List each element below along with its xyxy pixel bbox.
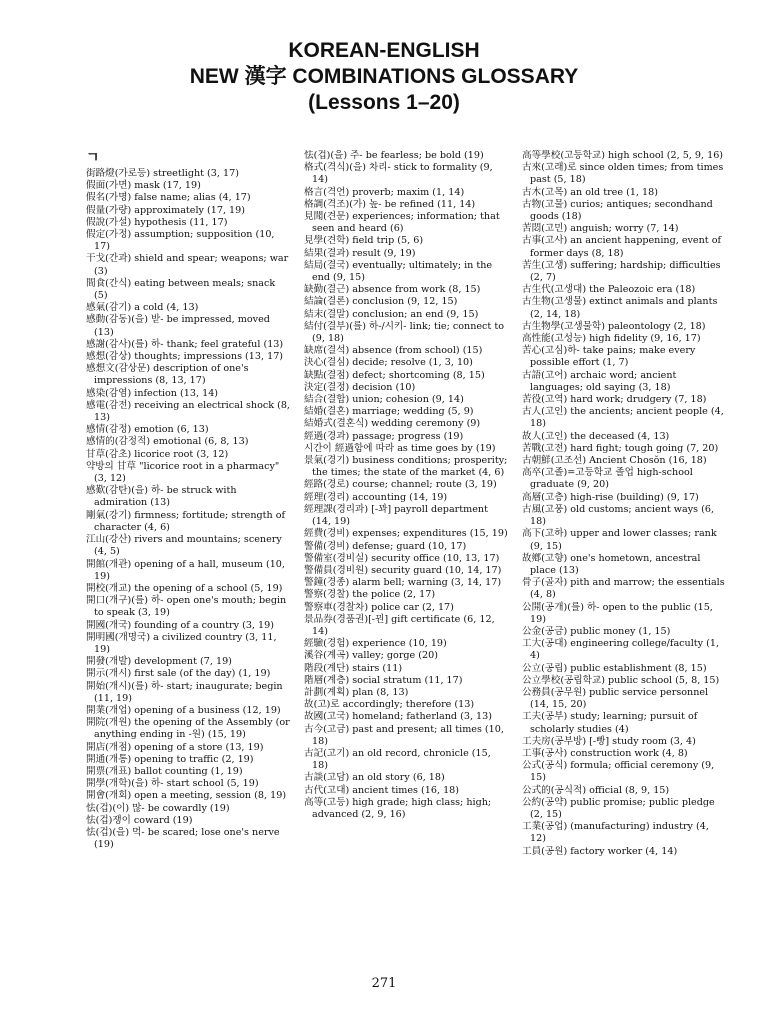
glossary-entry: 苦戰(고전) hard fight; tough going (7, 20) — [522, 442, 719, 454]
page-title — [0, 38, 768, 116]
glossary-entry: 怯(겁)쟁이 coward (19) — [86, 814, 193, 826]
glossary-entry: 經費(경비) expenses; expenditures (15, 19) — [304, 528, 508, 540]
glossary-entry: 公開(공개)(를) 하- open to the public (15, 19) — [522, 601, 713, 625]
glossary-entry: 古語(고어) archaic word; ancient languages; old saying (3, 18) — [522, 369, 677, 393]
glossary-column-2 — [304, 150, 508, 970]
glossary-entry: 苦生(고생) suffering; hardship; difficulties (2, 7) — [522, 259, 721, 284]
glossary-entry: 開學(개학)(을) 하- start school (5, 19) — [86, 778, 259, 790]
glossary-entry: 感情(감정) emotion (6, 13) — [86, 424, 209, 436]
glossary-entry: 苦役(고역) hard work; drudgery (7, 18) — [522, 394, 707, 406]
glossary-entry: 시간이 經過함에 따라 as time goes by (19) — [304, 442, 496, 454]
glossary-entry: 開業(개업) opening of a business (12, 19) — [86, 704, 281, 716]
glossary-entry: 公約(공약) public promise; public pledge (2, 15) — [522, 796, 715, 820]
glossary-entry: 公務員(공무원) public service personnel (14, 15, 20) — [522, 686, 709, 711]
glossary-entry: 開示(개시) first sale (of the day) (1, 19) — [86, 668, 271, 680]
glossary-entry: 經路(경로) course; channel; route (3, 19) — [304, 479, 497, 491]
glossary-entry: 警鐘(경종) alarm bell; warning (3, 14, 17) — [304, 577, 502, 589]
glossary-entry: 感動(감동)(을) 받- be impressed, moved (13) — [86, 314, 270, 338]
glossary-entry: 缺點(결점) defect; shortcoming (8, 15) — [304, 369, 485, 381]
glossary-entry: 高卒(고졸)=고등학교 졸업 high-school graduate (9, 20) — [522, 467, 693, 491]
glossary-entry: 感謝(감사)(를) 하- thank; feel grateful (13) — [86, 338, 284, 350]
glossary-entry: 開通(개통) opening to traffic (2, 19) — [86, 753, 254, 765]
glossary-entry: 結婚式(결혼식) wedding ceremony (9) — [304, 418, 481, 430]
glossary-entry: 階層(계층) social stratum (11, 17) — [304, 674, 463, 686]
glossary-entry: 結局(결국) eventually; ultimately; in the end (9, 15) — [304, 259, 493, 284]
glossary-entry: 古生物學(고생물학) paleontology (2, 18) — [522, 320, 706, 332]
glossary-entry: 缺勤(결근) absence from work (8, 15) — [304, 284, 481, 296]
glossary-entry: 開口(개구)(를) 하- open one's mouth; begin to speak (3, 19) — [86, 595, 287, 619]
glossary-entry: 古生代(고생대) the Paleozoic era (18) — [522, 284, 696, 296]
glossary-entry: 高下(고하) upper and lower classes; rank (9, 15) — [522, 528, 717, 552]
glossary-entry: 公式的(공식적) official (8, 9, 15) — [522, 784, 670, 796]
glossary-entry: 經過(경과) passage; progress (19) — [304, 430, 464, 442]
glossary-entry: 開明國(개명국) a civilized country (3, 11, 19) — [86, 631, 277, 655]
glossary-column-3 — [522, 150, 726, 970]
glossary-entry: 干戈(간과) shield and spear; weapons; war (3) — [86, 253, 289, 277]
glossary-entry: 警察車(경찰차) police car (2, 17) — [304, 601, 454, 613]
glossary-entry: 感歎(감탄)(을) 하- be struck with admiration (13) — [86, 485, 237, 509]
glossary-entry: 古記(고기) an old record, chronicle (15, 18) — [304, 747, 491, 772]
glossary-entry: 高等(고등) high grade; high class; high; advanced (2, 9, 16) — [304, 796, 492, 820]
title-line-1: KOREAN-ENGLISH — [288, 39, 480, 62]
glossary-entry: 開校(개교) the opening of a school (5, 19) — [86, 582, 283, 594]
glossary-entry: 公立學校(공립학교) public school (5, 8, 15) — [522, 674, 720, 686]
glossary-entry: 感電(감전) receiving an electrical shock (8, 13) — [86, 399, 290, 424]
glossary-entry: 江山(강산) rivers and mountains; scenery (4, 5) — [86, 534, 282, 558]
glossary-entry: 工夫(공부) study; learning; pursuit of scholarly studies (4) — [522, 711, 698, 735]
glossary-columns — [86, 150, 726, 970]
glossary-column-1 — [86, 150, 290, 970]
glossary-entry: 假量(가량) approximately (17, 19) — [86, 204, 245, 216]
glossary-entry: 故國(고국) homeland; fatherland (3, 13) — [304, 711, 492, 723]
glossary-entry: 經驗(경험) experience (10, 19) — [304, 638, 447, 650]
glossary-entry: 약방의 甘草 "licorice root in a pharmacy" (3, 12) — [86, 460, 280, 485]
glossary-entry: 見學(견학) field trip (5, 6) — [304, 235, 424, 247]
glossary-entry: 警察(경찰) the police (2, 17) — [304, 589, 436, 601]
glossary-entry: 結末(결말) conclusion; an end (9, 15) — [304, 308, 479, 320]
glossary-entry: 公金(공금) public money (1, 15) — [522, 625, 671, 637]
glossary-entry: 骨子(골자) pith and marrow; the essentials (4, 8) — [522, 577, 725, 601]
glossary-entry: 開店(개점) opening of a store (13, 19) — [86, 741, 264, 753]
glossary-entry: 決定(결정) decision (10) — [304, 381, 416, 393]
glossary-entry: 古木(고목) an old tree (1, 18) — [522, 186, 658, 198]
glossary-entry: 高層(고층) high-rise (building) (9, 17) — [522, 491, 699, 503]
title-line-2: NEW 漢字 COMBINATIONS GLOSSARY — [189, 65, 579, 88]
glossary-entry: 剛氣(강기) firmness; fortitude; strength of character (4, 6) — [86, 509, 286, 533]
page-number: 271 — [371, 976, 397, 991]
glossary-entry: 古談(고담) an old story (6, 18) — [304, 772, 445, 784]
glossary-entry: 故人(고인) the deceased (4, 13) — [522, 430, 670, 442]
glossary-entry: 古今(고금) past and present; all times (10, 18) — [304, 723, 504, 747]
glossary-entry: 警備員(경비원) security guard (10, 14, 17) — [304, 564, 502, 576]
glossary-entry: 古代(고대) ancient times (16, 18) — [304, 784, 460, 796]
glossary-entry: 景氣(경기) business conditions; prosperity; the times; the state of the market (4, 6) — [304, 455, 508, 479]
glossary-entry: 感染(감염) infection (13, 14) — [86, 387, 219, 399]
glossary-entry: 結付(결부)(를) 하-/시키- link; tie; connect to (9, 18) — [304, 320, 504, 345]
glossary-entry: 古朝鮮(고조선) Ancient Chosŏn (16, 18) — [522, 455, 707, 467]
glossary-entry: 故鄕(고향) one's hometown, ancestral place (13) — [522, 552, 701, 576]
glossary-entry: 古物(고물) curios; antiques; secondhand goods (18) — [522, 198, 713, 223]
glossary-entry: 怯(겁)(이) 많- be cowardly (19) — [86, 802, 230, 814]
glossary-entry: 經理課(경리과) [-꽈] payroll department (14, 19) — [304, 503, 488, 528]
title-line-3: (Lessons 1–20) — [308, 91, 460, 114]
glossary-entry: 感氣(감기) a cold (4, 13) — [86, 302, 199, 314]
glossary-entry: 怯(겁)(을) 주- be fearless; be bold (19) — [304, 150, 484, 161]
glossary-entry: 故(고)로 accordingly; therefore (13) — [304, 699, 475, 711]
glossary-entry: 結論(결론) conclusion (9, 12, 15) — [304, 296, 458, 308]
glossary-entry: 開發(개발) development (7, 19) — [86, 656, 232, 668]
glossary-entry: 假說(가설) hypothesis (11, 17) — [86, 216, 228, 228]
glossary-entry: 格言(격언) proverb; maxim (1, 14) — [304, 186, 465, 198]
glossary-entry: 開國(개국) founding of a country (3, 19) — [86, 619, 274, 631]
glossary-entry: 結果(결과) result (9, 19) — [304, 247, 416, 259]
glossary-entry: 感想文(감상문) description of one's impressions (8, 13, 17) — [86, 363, 249, 387]
glossary-entry: 工事(공사) construction work (4, 8) — [522, 747, 688, 759]
glossary-entry: 結婚(결혼) marriage; wedding (5, 9) — [304, 406, 474, 418]
glossary-entry: 開館(개관) opening of a hall, museum (10, 19) — [86, 558, 285, 582]
glossary-entry: 開會(개회) open a meeting, session (8, 19) — [86, 790, 287, 802]
glossary-entry: 間食(간식) eating between meals; snack (5) — [86, 277, 276, 302]
glossary-entry: 缺席(결석) absence (from school) (15) — [304, 345, 483, 357]
glossary-entry: 怯(겁)(을) 먹- be scared; lose one's nerve (19) — [86, 826, 280, 851]
glossary-entry: 古人(고인) the ancients; ancient people (4, 18) — [522, 406, 724, 430]
glossary-entry: 感情的(감정적) emotional (6, 8, 13) — [86, 436, 249, 448]
glossary-entry: 工員(공원) factory worker (4, 14) — [522, 845, 678, 857]
glossary-entry: 經理(경리) accounting (14, 19) — [304, 491, 448, 503]
glossary-entry: 古風(고풍) old customs; ancient ways (6, 18) — [522, 503, 715, 528]
glossary-entry: 開票(개표) ballot counting (1, 19) — [86, 765, 243, 777]
glossary-entry: 古事(고사) an ancient happening, event of former days (8, 18) — [522, 235, 722, 259]
glossary-entry: 結合(결합) union; cohesion (9, 14) — [304, 394, 464, 406]
glossary-entry: 警備(경비) defense; guard (10, 17) — [304, 540, 467, 552]
glossary-entry: 假定(가정) assumption; supposition (10, 17) — [86, 229, 275, 253]
glossary-entry: 工夫房(공부방) [-빵] study room (3, 4) — [522, 735, 696, 747]
glossary-entry: 苦心(고심)하- take pains; make every possible effort (1, 7) — [522, 345, 696, 369]
glossary-entry: 開始(개시)(를) 하- start; inaugurate; begin (11, 19) — [86, 680, 283, 704]
glossary-entry: 工業(공업) (manufacturing) industry (4, 12) — [522, 821, 709, 845]
glossary-entry: 警備室(경비실) security office (10, 13, 17) — [304, 552, 500, 564]
glossary-entry: 感想(감상) thoughts; impressions (13, 17) — [86, 351, 284, 363]
glossary-entry: 計劃(계획) plan (8, 13) — [304, 686, 409, 698]
glossary-entry: 高性能(고성능) high fidelity (9, 16, 17) — [522, 333, 701, 345]
glossary-entry: 格調(격조)(가) 높- be refined (11, 14) — [304, 198, 476, 210]
glossary-entry: 假名(가명) false name; alias (4, 17) — [86, 192, 251, 204]
glossary-entry: 工大(공대) engineering college/faculty (1, 4) — [522, 638, 720, 662]
section-letter: ㄱ — [86, 150, 100, 166]
glossary-entry: 苦悶(고민) anguish; worry (7, 14) — [522, 223, 679, 235]
glossary-entry: 公立(공립) public establishment (8, 15) — [522, 662, 707, 674]
glossary-entry: 開院(개원) the opening of the Assembly (or anything ending in -원) (15, 19) — [86, 717, 290, 741]
glossary-entry: 假面(가면) mask (17, 19) — [86, 180, 201, 192]
glossary-entry: 公式(공식) formula; official ceremony (9, 15) — [522, 760, 715, 784]
glossary-entry: 決心(결심) decide; resolve (1, 3, 10) — [304, 357, 473, 369]
glossary-entry: 格式(격식)(을) 차리- stick to formality (9, 14) — [304, 162, 493, 186]
glossary-entry: 街路燈(가로등) streetlight (3, 17) — [86, 168, 239, 179]
glossary-entry: 景品券(경품권)[-꿘] gift certificate (6, 12, 14) — [304, 613, 495, 637]
glossary-entry: 古生物(고생물) extinct animals and plants (2, 14, 18) — [522, 296, 718, 320]
glossary-entry: 甘草(감초) licorice root (3, 12) — [86, 448, 229, 460]
glossary-entry: 溪谷(계곡) valley; gorge (20) — [304, 650, 438, 662]
glossary-entry: 階段(계단) stairs (11) — [304, 662, 403, 674]
glossary-entry: 高等學校(고등학교) high school (2, 5, 9, 16) — [522, 150, 724, 161]
glossary-entry: 見聞(견문) experiences; information; that seen and heard (6) — [304, 211, 500, 235]
glossary-entry: 古來(고래)로 since olden times; from times past (5, 18) — [522, 162, 724, 186]
